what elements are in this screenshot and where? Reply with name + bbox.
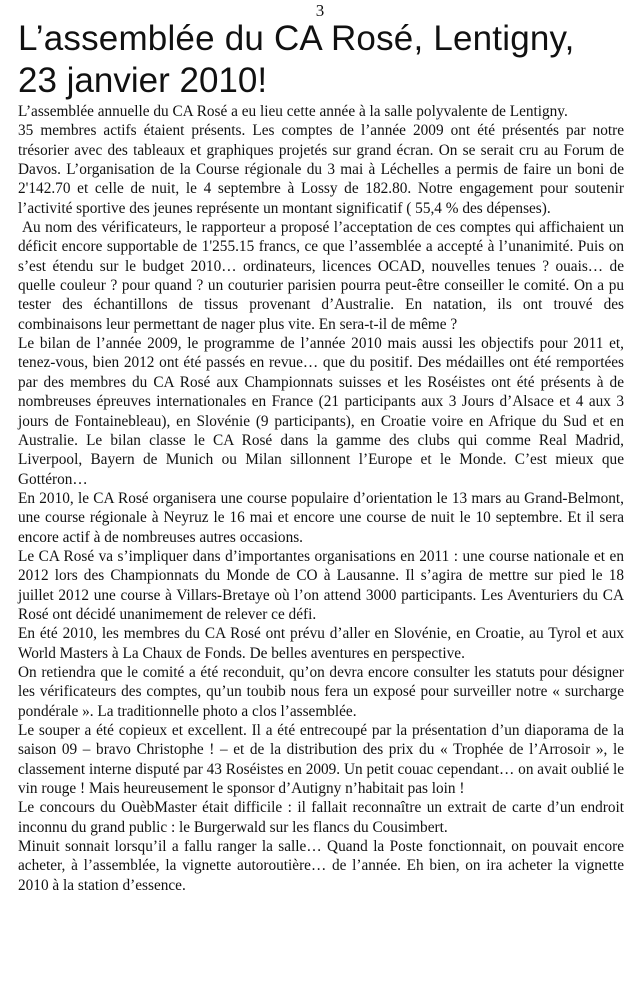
paragraph-accounts: 35 membres actifs étaient présents. Les comptes de l’année 2009 ont été présentés par notre trésorier avec des tableaux et graphiques projetés sur grand écran. On se serait cru au Forum de Davos. L’organisation de la Course régionale du 3 mai à Léchelles a permis de faire un boni de 2'142.70 et celle de nuit, le 4 septembre à Lossy de 182.80. Notre engagement pour soutenir l’activité sportive des jeunes représente un montant significatif ( 55,4 % des dépenses). (18, 122, 624, 217)
page-number: 3 (315, 1, 325, 20)
intro-paragraph: L’assemblée annuelle du CA Rosé a eu lieu cette année à la salle polyvalente de Lentigny. (18, 103, 568, 120)
article-header (18, 18, 624, 102)
paragraph-dinner: Le souper a été copieux et excellent. Il a été entrecoupé par la présentation d’un diaporama de la saison 09 – bravo Christophe ! – et de la distribution des prix du « Trophée de l’Arrosoir », le classement interne disputé par 43 Roséistes en 2009. Un petit couac cependant… on avait oublié le vin rouge ! Mais heureusement le sponsor d’Autigny n’habitait pas loin ! (18, 722, 624, 798)
paragraph-closing: Minuit sonnait lorsqu’il a fallu ranger la salle… Quand la Poste fonctionnait, on pouvait encore acheter, à l’assemblée, la vignette autoroutière… de l’année. Eh bien, on ira acheter la vignette 2010 à la station d’essence. (18, 838, 624, 894)
paragraph-committee: On retiendra que le comité a été reconduit, qu’on devra encore consulter les statuts pour désigner les vérificateurs des comptes, qu’un toubib nous fera un exposé pour surveiller notre « surcharge pondérale ». La traditionnelle photo a clos l’assemblée. (18, 663, 624, 720)
article-title-line1: L’assemblée du CA Rosé, Lentigny, (18, 19, 575, 58)
paragraph-review: Le bilan de l’année 2009, le programme de l’année 2010 mais aussi les objectifs pour 2011 et, tenez-vous, bien 2012 ont été passés en revue… que du positif. Des médailles ont été remportées par des membres du CA Rosé aux Championnats suisses et les Roséistes ont été présents à de nombreuses épreuves internationales en France (21 participants aux 3 Jours d’Alsace et 4 aux 3 jours de Fontainebleau), en Slovénie (9 participants), en Croatie voire en Afrique du Sud et en Australie. Le bilan classe le CA Rosé dans la gamme des clubs qui comme Real Madrid, Liverpool, Bayern de Munich ou Milan sillonnent l’Europe et le Monde. C’est mieux que Gottéron… (18, 335, 624, 488)
paragraph-2010-events: En 2010, le CA Rosé organisera une course populaire d’orientation le 13 mars au Grand-Belmont, une course régionale à Neyruz le 16 mai et encore une course de nuit le 10 septembre. Et il sera encore actif à de nombreuses autres occasions. (18, 489, 624, 546)
paragraph-auditors: Au nom des vérificateurs, le rapporteur a proposé l’acceptation de ces comptes qui affichaient un déficit encore supportable de 1'255.15 francs, ce que l’assemblée a accepté à l’unanimité. Puis on s’est étendu sur le budget 2010… ordinateurs, licences OCAD, nouvelles tenues ? ouais… de quelle couleur ? pour quand ? un couturier parisien pourra peut-être conseiller le comité. On a pu tester des échantillons de tissus provenant d’Australie. En natation, ils ont trouvé des combinaisons leur permettant de nager plus vite. En sera-t-il de même ? (18, 219, 624, 333)
paragraph-2011-2012: Le CA Rosé va s’impliquer dans d’importantes organisations en 2011 : une course nationale et en 2012 lors des Championnats du Monde de CO à Lausanne. Il s’agira de mettre sur pied le 18 juillet 2012 une course à Villars-Bretaye où l’on attend 3000 participants. Les Aventuriers du CA Rosé ont décidé unanimement de relever ce défi. (18, 547, 624, 623)
article-title-line2: 23 janvier 2010! (18, 61, 268, 100)
paragraph-summer-2010: En été 2010, les membres du CA Rosé ont prévu d’aller en Slovénie, en Croatie, au Tyrol et aux World Masters à La Chaux de Fonds. De belles aventures en perspective. (18, 625, 624, 662)
title-row (18, 60, 624, 102)
article-body (18, 102, 624, 895)
paragraph-contest: Le concours du OuèbMaster était difficile : il fallait reconnaître un extrait de carte d’un endroit inconnu du grand public : le Burgerwald sur les flancs du Cousimbert. (18, 799, 624, 836)
